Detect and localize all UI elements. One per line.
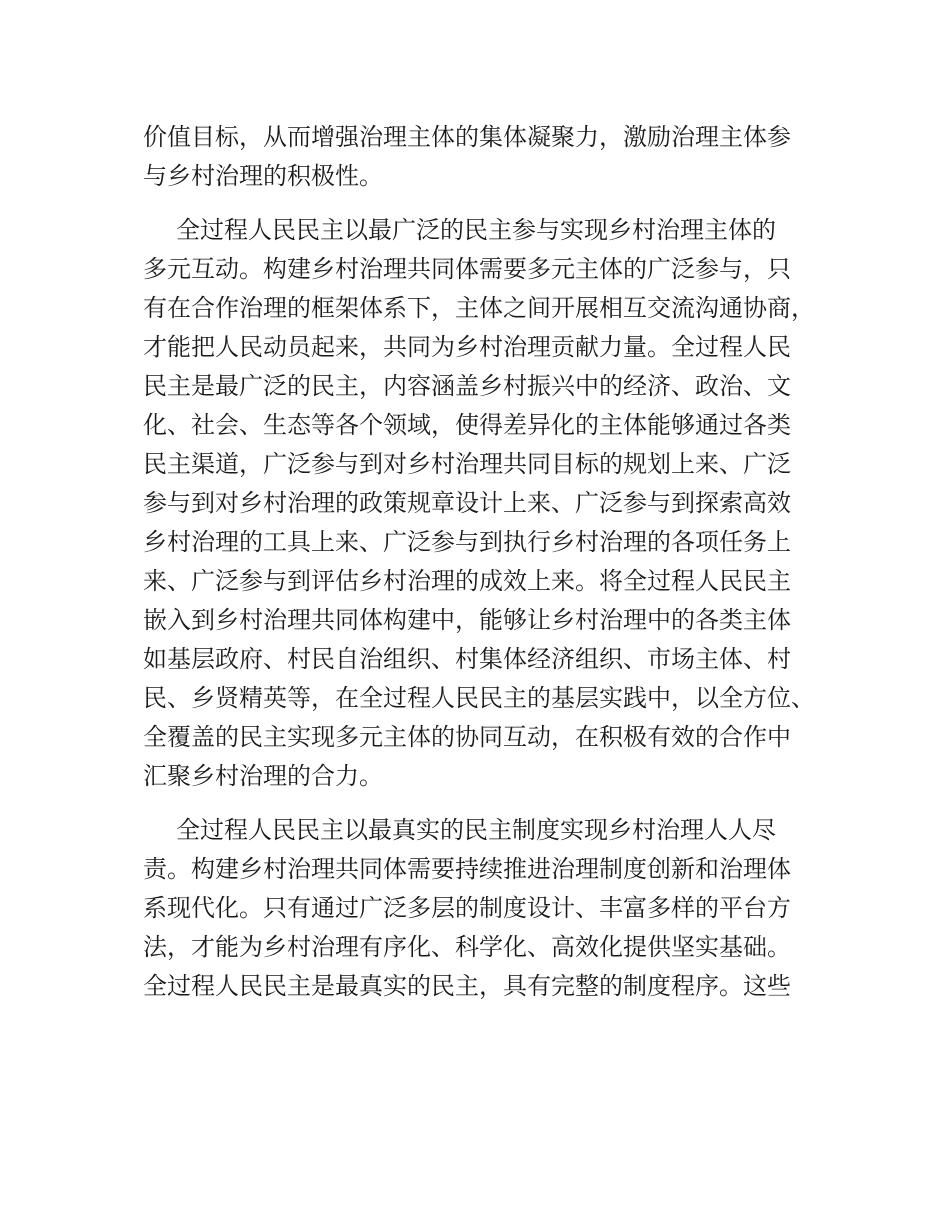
text-line: 多元互动。构建乡村治理共同体需要多元主体的广泛参与，只 (143, 255, 791, 283)
text-line: 有在合作治理的框架体系下，主体之间开展相互交流沟通协商， (143, 294, 815, 322)
text-line: 民主是最广泛的民主，内容涵盖乡村振兴中的经济、政治、文 (143, 372, 791, 400)
text-line: 全覆盖的民主实现多元主体的协同互动，在积极有效的合作中 (143, 723, 791, 751)
text-line: 全过程人民民主以最广泛的民主参与实现乡村治理主体的 (176, 216, 776, 244)
text-line: 来、广泛参与到评估乡村治理的成效上来。将全过程人民民主 (143, 567, 791, 595)
text-line: 民主渠道，广泛参与到对乡村治理共同目标的规划上来、广泛 (143, 450, 791, 478)
text-line: 系现代化。只有通过广泛多层的制度设计、丰富多样的平台方 (143, 894, 791, 922)
body-text (143, 118, 815, 1021)
paragraph-continuation (143, 118, 803, 196)
paragraph-participation (143, 211, 815, 796)
text-line: 责。构建乡村治理共同体需要持续推进治理制度创新和治理体 (143, 855, 791, 883)
text-line: 参与到对乡村治理的政策规章设计上来、广泛参与到探索高效 (143, 489, 791, 517)
paragraph-institutions (143, 811, 803, 1006)
text-line: 汇聚乡村治理的合力。 (143, 762, 383, 790)
text-line: 与乡村治理的积极性。 (143, 162, 383, 190)
text-line: 化、社会、生态等各个领域，使得差异化的主体能够通过各类 (143, 411, 791, 439)
text-line: 如基层政府、村民自治组织、村集体经济组织、市场主体、村 (143, 645, 791, 673)
text-line: 嵌入到乡村治理共同体构建中，能够让乡村治理中的各类主体 (143, 606, 791, 634)
text-line: 法，才能为乡村治理有序化、科学化、高效化提供坚实基础。 (143, 933, 791, 961)
text-line: 全过程人民民主是最真实的民主，具有完整的制度程序。这些 (143, 972, 791, 1000)
text-line: 民、乡贤精英等，在全过程人民民主的基层实践中，以全方位、 (143, 684, 815, 712)
text-line: 乡村治理的工具上来、广泛参与到执行乡村治理的各项任务上 (143, 528, 791, 556)
text-line: 价值目标，从而增强治理主体的集体凝聚力，激励治理主体参 (143, 123, 791, 151)
text-line: 才能把人民动员起来，共同为乡村治理贡献力量。全过程人民 (143, 333, 791, 361)
text-line: 全过程人民民主以最真实的民主制度实现乡村治理人人尽 (176, 816, 776, 844)
